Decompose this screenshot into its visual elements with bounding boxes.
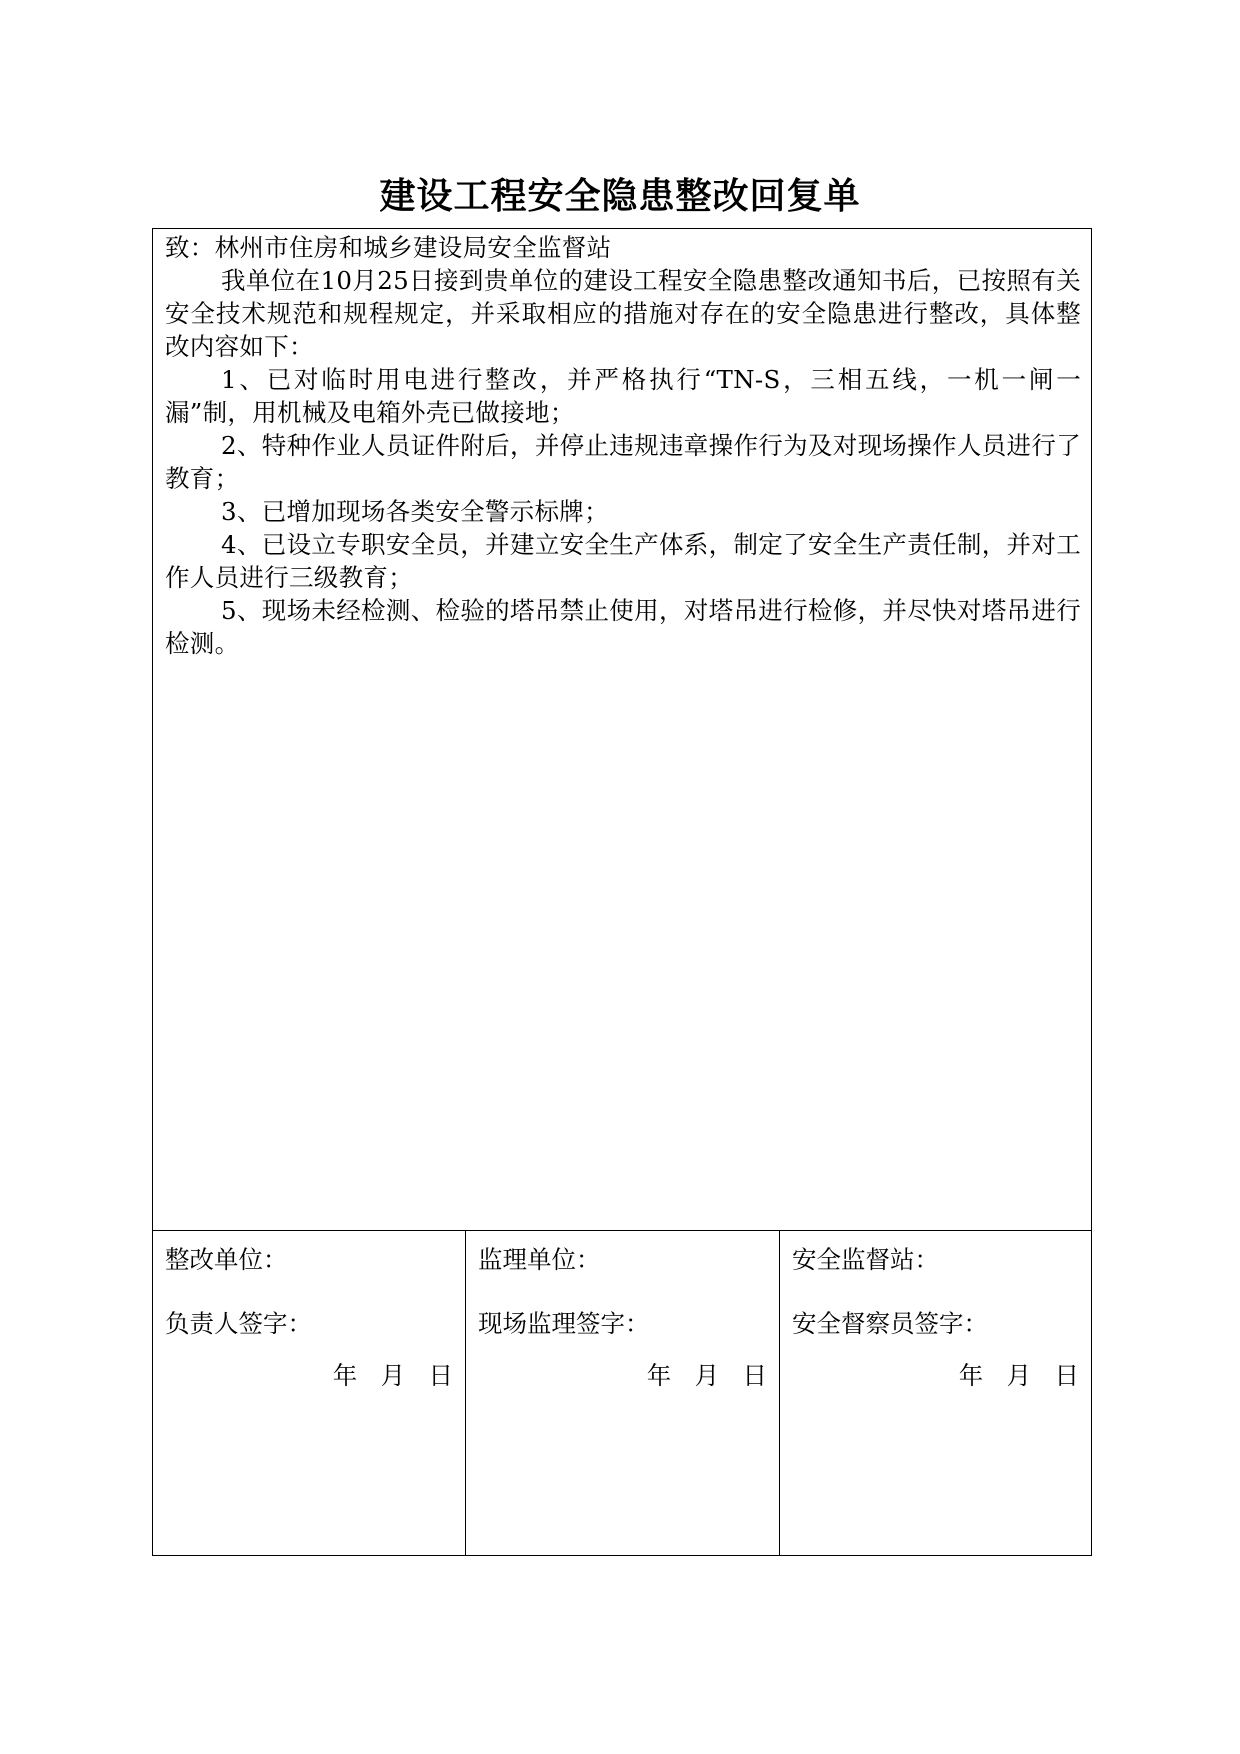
site-supervisor-signature-label: 现场监理签字：: [478, 1309, 650, 1338]
item-4-paragraph: 4、已设立专职安全员，并建立安全生产体系，制定了安全生产责任制，并对工作人员进行三级教育；: [165, 530, 1081, 592]
safety-station-cell: [780, 1231, 1091, 1555]
reply-form-table: [152, 228, 1092, 1556]
rectification-date-label: 年 月 日: [332, 1361, 453, 1390]
rectification-content-cell: [153, 229, 1091, 1231]
safety-station-label: 安全监督站：: [792, 1245, 939, 1274]
item-5-paragraph: 5、现场未经检测、检验的塔吊禁止使用，对塔吊进行检修，并尽快对塔吊进行检测。: [165, 596, 1081, 658]
supervision-unit-cell: [466, 1231, 780, 1555]
responsible-person-signature-label: 负责人签字：: [165, 1309, 312, 1338]
document-title: 建设工程安全隐患整改回复单: [379, 175, 861, 217]
supervision-date-label: 年 月 日: [646, 1361, 767, 1390]
safety-inspector-signature-label: 安全督察员签字：: [792, 1309, 988, 1338]
rectification-unit-cell: [153, 1231, 466, 1555]
item-1-paragraph: 1、已对临时用电进行整改，并严格执行“TN-S，三相五线，一机一闸一漏”制，用机械及电箱外壳已做接地；: [165, 365, 1081, 427]
signature-row: [153, 1231, 1091, 1555]
safety-station-date-label: 年 月 日: [958, 1361, 1079, 1390]
addressee: 致：林州市住房和城乡建设局安全监督站: [165, 233, 612, 262]
supervision-unit-label: 监理单位：: [478, 1245, 601, 1274]
intro-paragraph: 我单位在10月25日接到贵单位的建设工程安全隐患整改通知书后，已按照有关安全技术规范和规程规定，并采取相应的措施对存在的安全隐患进行整改，具体整改内容如下：: [165, 266, 1081, 361]
rectification-unit-label: 整改单位：: [165, 1245, 288, 1274]
item-3-paragraph: 3、已增加现场各类安全警示标牌；: [221, 497, 609, 526]
item-2-paragraph: 2、特种作业人员证件附后，并停止违规违章操作行为及对现场操作人员进行了教育；: [165, 431, 1081, 493]
